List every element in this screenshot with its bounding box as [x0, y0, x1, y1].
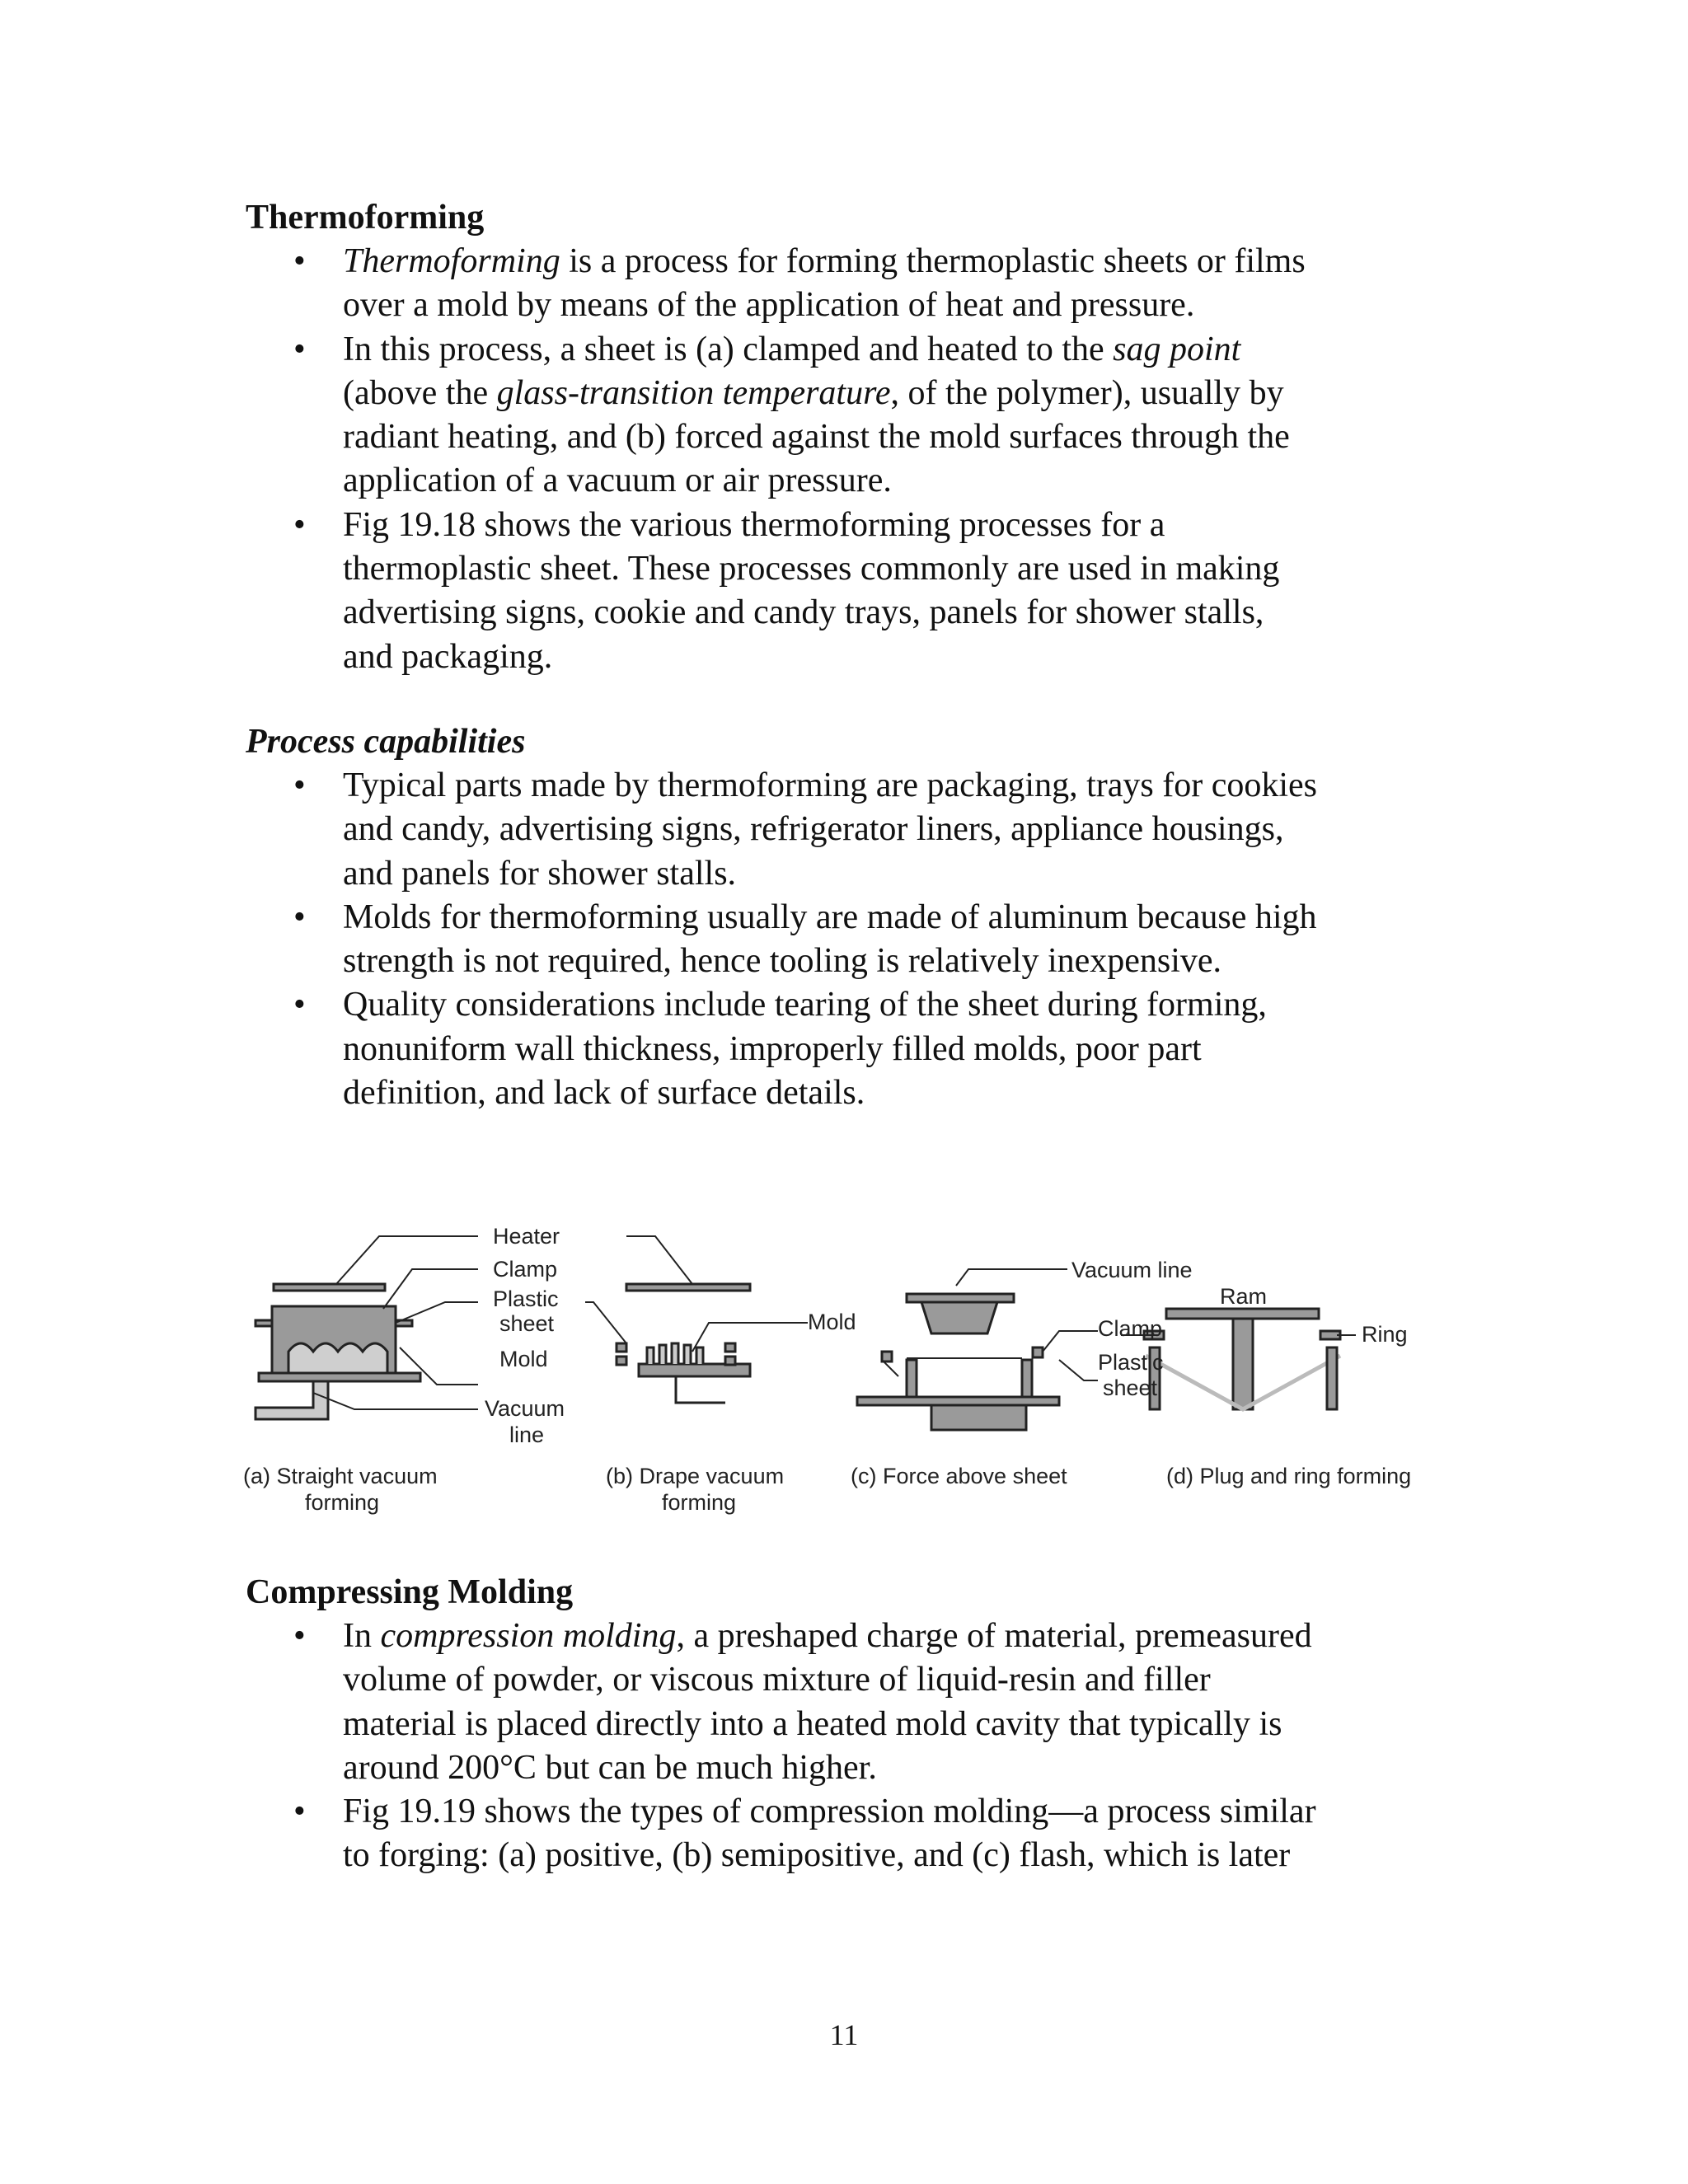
text-run: definition, and lack of surface details. [343, 1074, 865, 1113]
caption-c: (c) Force above sheet [851, 1464, 1067, 1488]
label-ring: Ring [1362, 1322, 1408, 1347]
text-run: and candy, advertising signs, refrigerator liners, appliance housings, [343, 810, 1284, 849]
bullet-text-line [343, 328, 1457, 372]
text-run: In this process, a sheet is (a) clamped and heated to the [343, 330, 1114, 368]
emphasized-term: glass-transition temperature [496, 373, 891, 412]
bullet-text-line [343, 983, 1457, 1027]
clamp-block-b4 [725, 1357, 735, 1365]
bullet-item [246, 1790, 1457, 1878]
caption-a-line2: forming [305, 1490, 380, 1515]
post-c1 [907, 1360, 917, 1397]
text-run: , of the polymer), usually by [890, 373, 1284, 412]
emphasized-term: Thermoforming [343, 242, 560, 280]
base-block-c [931, 1405, 1026, 1430]
caption-b-line2: forming [662, 1490, 737, 1515]
bullet-text-line [343, 372, 1457, 415]
text-run: over a mold by means of the application of heat and pressure. [343, 286, 1195, 325]
bullet-text-line [343, 240, 1457, 284]
text-run: , a preshaped charge of material, premeasured [676, 1617, 1312, 1655]
post-d2 [1327, 1347, 1337, 1409]
label-line: line [509, 1422, 545, 1447]
bullet-text-line [343, 896, 1457, 940]
section-heading-thermoforming: Thermoforming [246, 199, 485, 237]
label-clamp: Clamp [493, 1257, 558, 1282]
text-run: advertising signs, cookie and candy trays, panels for shower stalls, [343, 593, 1264, 632]
bullet-text-line [343, 808, 1457, 851]
label-ram: Ram [1220, 1284, 1268, 1309]
bullet-item [246, 764, 1457, 896]
page-number: 11 [829, 2018, 859, 2051]
caption-d: (d) Plug and ring forming [1166, 1464, 1412, 1488]
label-clamp-c: Clamp [1098, 1316, 1163, 1341]
bullet-item [246, 896, 1457, 984]
text-run: strength is not required, hence tooling is relatively inexpensive. [343, 942, 1222, 981]
thermoforming-diagram [231, 1212, 1492, 1525]
text-run: In [343, 1617, 381, 1655]
text-run: around 200°C but can be much higher. [343, 1748, 877, 1787]
bullet-text-line [343, 1028, 1457, 1071]
heater-plate-b [626, 1284, 750, 1291]
mold-base-a [259, 1373, 420, 1381]
text-run: thermoplastic sheet. These processes commonly are used in making [343, 550, 1280, 588]
bullet-text-line [343, 635, 1457, 679]
text-run: and panels for shower stalls. [343, 854, 737, 893]
emphasized-term: sag point [1113, 330, 1241, 368]
vacuum-pipe-a [256, 1381, 328, 1419]
label-mold-c: Mold [808, 1310, 856, 1334]
label-heater: Heater [493, 1224, 560, 1249]
text-run: radiant heating, and (b) forced against the mold surfaces through the [343, 418, 1290, 457]
clamp-block-c1 [882, 1352, 892, 1361]
bullet-text-line [343, 1615, 1457, 1658]
bullet-item [246, 240, 1457, 328]
bullet-item [246, 504, 1457, 679]
label-sheet: sheet [499, 1311, 555, 1336]
text-run: Typical parts made by thermoforming are packaging, trays for cookies [343, 766, 1317, 804]
caption-a-line1: (a) Straight vacuum [243, 1464, 438, 1488]
text-run: (above the [343, 373, 497, 412]
vacuum-line-b [676, 1376, 725, 1403]
text-run: volume of powder, or viscous mixture of liquid-resin and filler [343, 1661, 1211, 1699]
clamp-block-c2 [1033, 1347, 1043, 1357]
bullet-text-line [343, 1790, 1457, 1834]
mold-c [921, 1302, 997, 1333]
label-mold: Mold [499, 1347, 548, 1371]
text-run: nonuniform wall thickness, improperly filled molds, poor part [343, 1029, 1202, 1068]
thermoforming-figure [231, 1212, 1492, 1525]
text-run: Fig 19.18 shows the various thermoforming processes for a [343, 505, 1165, 544]
bullet-text-line [343, 1658, 1457, 1702]
thermoforming-bullet-list [246, 240, 1457, 679]
text-run: application of a vacuum or air pressure. [343, 462, 892, 500]
post-c2 [1022, 1360, 1032, 1397]
text-run: material is placed directly into a heated mold cavity that typically is [343, 1704, 1282, 1743]
label-plastic-c: Plastic [1098, 1350, 1164, 1375]
bullet-text-line [343, 591, 1457, 635]
bullet-text-line [343, 504, 1457, 547]
text-run: to forging: (a) positive, (b) semipositive, and (c) flash, which is later [343, 1836, 1291, 1875]
clamp-block-b2 [617, 1357, 626, 1365]
text-run: Molds for thermoforming usually are made of aluminum because high [343, 898, 1317, 936]
bullet-text-line [343, 1703, 1457, 1746]
compression-molding-bullet-list [246, 1615, 1457, 1878]
text-run: and packaging. [343, 637, 553, 676]
bullet-text-line [343, 1746, 1457, 1790]
bullet-text-line [343, 415, 1457, 459]
text-run: is a process for forming thermoplastic sheets or films [560, 242, 1306, 280]
ram-plate-d [1166, 1309, 1319, 1319]
bullet-text-line [343, 459, 1457, 503]
label-vacuum-line: Vacuum line [1071, 1258, 1193, 1282]
caption-b-line1: (b) Drape vacuum [606, 1464, 785, 1488]
heater-plate-a [274, 1284, 385, 1291]
label-sheet-c: sheet [1103, 1376, 1158, 1400]
text-run: Quality considerations include tearing of the sheet during forming, [343, 986, 1267, 1024]
bullet-item [246, 1615, 1457, 1790]
bullet-text-line [343, 1834, 1457, 1877]
bullet-text-line [343, 547, 1457, 591]
bullet-text-line [343, 764, 1457, 808]
bullet-text-line [343, 1071, 1457, 1115]
label-plastic: Plastic [493, 1286, 559, 1311]
emphasized-term: compression molding [380, 1617, 677, 1655]
process-capabilities-bullet-list [246, 764, 1457, 1115]
bullet-item [246, 328, 1457, 504]
bullet-text-line [343, 284, 1457, 327]
clamp-block-b3 [725, 1343, 735, 1352]
bullet-text-line [343, 940, 1457, 983]
section-heading-compression-molding: Compressing Molding [246, 1573, 574, 1611]
bullet-text-line [343, 852, 1457, 896]
clamp-block-b1 [617, 1343, 626, 1352]
text-run: Fig 19.19 shows the types of compression molding—a process similar [343, 1793, 1316, 1831]
bullet-item [246, 983, 1457, 1115]
section-heading-process-capabilities: Process capabilities [246, 723, 526, 761]
label-vacuum: Vacuum [485, 1396, 565, 1421]
ram-plug-d [1233, 1319, 1253, 1409]
